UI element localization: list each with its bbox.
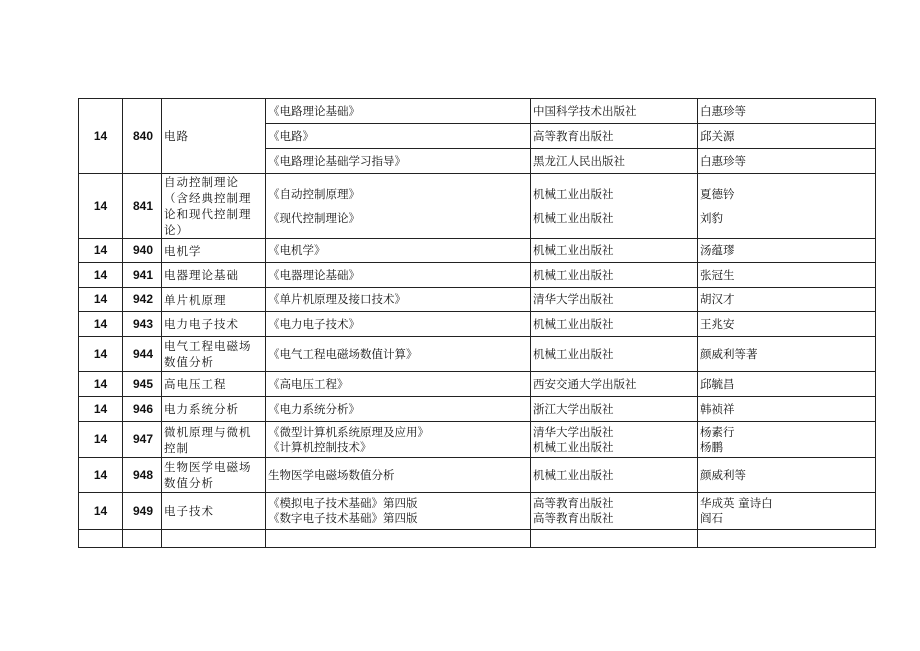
subject-cell: 电机学: [162, 239, 266, 263]
table-row: [79, 312, 876, 337]
course-code-cell: 840: [123, 99, 162, 174]
publisher-line: 高等教育出版社: [533, 511, 614, 525]
publisher-cell: [531, 337, 698, 372]
publisher-line: 机械工业出版社: [533, 186, 614, 201]
publisher-cell: 中国科学技术出版社: [531, 99, 698, 124]
author-line: 汤蕴璆: [700, 243, 735, 257]
dept-cell: 14: [79, 422, 123, 458]
course-code-cell: 948: [123, 458, 162, 493]
reference-books-table: [78, 98, 876, 548]
publisher-cell: [531, 174, 698, 239]
table-row: [79, 263, 876, 288]
author-cell: [698, 458, 876, 493]
subject-cell: 电力系统分析: [162, 397, 266, 422]
book-line: 《计算机控制技术》: [268, 439, 372, 454]
publisher-line: 西安交通大学出版社: [533, 376, 637, 391]
author-cell: [698, 372, 876, 397]
author-cell: [698, 337, 876, 372]
author-cell: [698, 312, 876, 337]
subject-cell: 电路: [162, 99, 266, 174]
author-line: 阎石: [700, 511, 723, 525]
table-row: [79, 493, 876, 530]
book-line: 《电器理论基础》: [268, 267, 360, 282]
publisher-line: 机械工业出版社: [533, 210, 614, 225]
publisher-cell: [531, 288, 698, 312]
book-line: 《微型计算机系统原理及应用》: [268, 424, 429, 439]
publisher-cell: 高等教育出版社: [531, 124, 698, 149]
author-cell: [698, 422, 876, 458]
author-line: 王兆安: [700, 316, 735, 331]
subject-cell: 微机原理与微机控制: [162, 422, 266, 458]
course-code-cell: 945: [123, 372, 162, 397]
publisher-line: 机械工业出版社: [533, 267, 614, 282]
empty-row: [79, 530, 876, 548]
book-line: 《电力系统分析》: [268, 401, 360, 416]
dept-cell: 14: [79, 288, 123, 312]
publisher-line: 机械工业出版社: [533, 316, 614, 331]
book-line: 《单片机原理及接口技术》: [268, 292, 406, 306]
book-line: 《现代控制理论》: [268, 210, 360, 225]
course-code-cell: 946: [123, 397, 162, 422]
book-cell: [266, 174, 531, 239]
author-cell: 白惠珍等: [698, 99, 876, 124]
publisher-cell: [531, 493, 698, 530]
course-code-cell: 944: [123, 337, 162, 372]
publisher-cell: 黑龙江人民出版社: [531, 149, 698, 174]
table-row: [79, 174, 876, 239]
empty-cell: [266, 530, 531, 548]
dept-cell: 14: [79, 493, 123, 530]
author-cell: 白惠珍等: [698, 149, 876, 174]
author-line: 杨鹏: [700, 439, 723, 454]
author-line: 韩祯祥: [700, 401, 735, 416]
publisher-line: 机械工业出版社: [533, 243, 614, 257]
book-cell: [266, 337, 531, 372]
course-code-cell: 942: [123, 288, 162, 312]
book-cell: [266, 422, 531, 458]
dept-cell: 14: [79, 174, 123, 239]
publisher-line: 高等教育出版社: [533, 496, 614, 510]
course-code-cell: 941: [123, 263, 162, 288]
subject-cell: 电气工程电磁场数值分析: [162, 337, 266, 372]
publisher-cell: [531, 397, 698, 422]
subject-cell: 电子技术: [162, 493, 266, 530]
author-cell: 邱关源: [698, 124, 876, 149]
empty-cell: [698, 530, 876, 548]
book-cell: 《电路理论基础学习指导》: [266, 149, 531, 174]
publisher-cell: [531, 239, 698, 263]
subject-cell: 高电压工程: [162, 372, 266, 397]
author-line: 刘豹: [700, 210, 723, 225]
subject-cell: 单片机原理: [162, 288, 266, 312]
author-cell: [698, 397, 876, 422]
table-row: [79, 458, 876, 493]
table-row: [79, 422, 876, 458]
publisher-line: 浙江大学出版社: [533, 401, 614, 416]
publisher-line: 清华大学出版社: [533, 424, 614, 439]
publisher-cell: [531, 422, 698, 458]
book-line: 《数字电子技术基础》第四版: [268, 511, 418, 525]
publisher-cell: [531, 263, 698, 288]
course-code-cell: 943: [123, 312, 162, 337]
book-cell: [266, 397, 531, 422]
author-line: 邱毓昌: [700, 376, 735, 391]
course-code-cell: 841: [123, 174, 162, 239]
book-line: 《自动控制原理》: [268, 186, 360, 201]
table-row: [79, 99, 876, 124]
book-line: 《高电压工程》: [268, 376, 349, 391]
empty-cell: [79, 530, 123, 548]
table-row: [79, 397, 876, 422]
book-cell: [266, 458, 531, 493]
course-code-cell: 949: [123, 493, 162, 530]
book-cell: 《电路》: [266, 124, 531, 149]
publisher-line: 机械工业出版社: [533, 467, 614, 482]
dept-cell: 14: [79, 458, 123, 493]
publisher-cell: [531, 372, 698, 397]
course-code-cell: 947: [123, 422, 162, 458]
subject-cell: 生物医学电磁场数值分析: [162, 458, 266, 493]
book-cell: [266, 372, 531, 397]
author-line: 张冠生: [700, 267, 735, 282]
publisher-line: 机械工业出版社: [533, 346, 614, 361]
author-cell: [698, 263, 876, 288]
dept-cell: 14: [79, 263, 123, 288]
book-line: 《电气工程电磁场数值计算》: [268, 346, 418, 361]
dept-cell: 14: [79, 99, 123, 174]
author-cell: [698, 493, 876, 530]
table-row: [79, 372, 876, 397]
book-line: 生物医学电磁场数值分析: [268, 467, 395, 482]
author-line: 夏德钤: [700, 186, 735, 201]
author-line: 杨素行: [700, 424, 735, 439]
book-cell: [266, 263, 531, 288]
author-cell: [698, 174, 876, 239]
publisher-line: 机械工业出版社: [533, 439, 614, 454]
author-line: 颜威利等著: [700, 346, 758, 361]
table-row: [79, 288, 876, 312]
dept-cell: 14: [79, 397, 123, 422]
publisher-line: 清华大学出版社: [533, 292, 614, 306]
publisher-cell: [531, 312, 698, 337]
author-line: 华成英 童诗白: [700, 496, 773, 510]
subject-cell: 电器理论基础: [162, 263, 266, 288]
empty-cell: [531, 530, 698, 548]
book-cell: [266, 312, 531, 337]
book-cell: [266, 288, 531, 312]
author-line: 胡汉才: [700, 292, 735, 306]
table-row: [79, 337, 876, 372]
subject-cell: 自动控制理论（含经典控制理论和现代控制理论）: [162, 174, 266, 239]
empty-cell: [123, 530, 162, 548]
book-line: 《电机学》: [268, 243, 326, 257]
book-cell: 《电路理论基础》: [266, 99, 531, 124]
dept-cell: 14: [79, 372, 123, 397]
author-line: 颜威利等: [700, 467, 746, 482]
subject-cell: 电力电子技术: [162, 312, 266, 337]
dept-cell: 14: [79, 312, 123, 337]
empty-cell: [162, 530, 266, 548]
author-cell: [698, 239, 876, 263]
dept-cell: 14: [79, 239, 123, 263]
book-line: 《模拟电子技术基础》第四版: [268, 496, 418, 510]
course-code-cell: 940: [123, 239, 162, 263]
publisher-cell: [531, 458, 698, 493]
book-cell: [266, 239, 531, 263]
book-cell: [266, 493, 531, 530]
table-row: [79, 239, 876, 263]
book-line: 《电力电子技术》: [268, 316, 360, 331]
dept-cell: 14: [79, 337, 123, 372]
author-cell: [698, 288, 876, 312]
